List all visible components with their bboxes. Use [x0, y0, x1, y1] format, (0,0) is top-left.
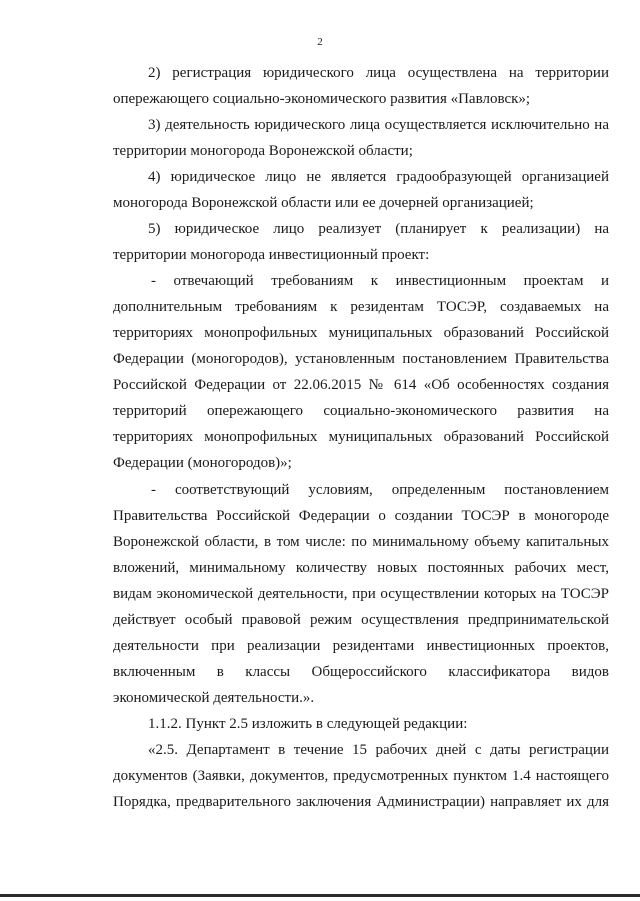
- list-item-line: - отвечающий требованиям к инвестиционным проектам и: [151, 273, 609, 289]
- list-item-line: Федерации (моногородов), установленным постановлением Правительства: [113, 351, 609, 367]
- list-item-line: видам экономической деятельности, при осуществлении которых на ТОСЭР: [113, 586, 609, 602]
- list-item-line: включенным в классы Общероссийского классификатора видов: [113, 664, 609, 680]
- list-item-line: деятельности при реализации резидентами инвестиционных проектов,: [113, 638, 609, 654]
- paragraph-line: моногорода Воронежской области или ее дочерней организацией;: [113, 195, 534, 211]
- paragraph-line: документов (Заявки, документов, предусмотренных пунктом 1.4 настоящего: [113, 768, 609, 784]
- paragraph-line: территории моногорода инвестиционный проект:: [113, 247, 430, 263]
- list-item-line: действует особый правовой режим осуществления предпринимательской: [113, 612, 609, 628]
- list-item-line: Российской Федерации от 22.06.2015 № 614 «Об особенностях создания: [113, 377, 609, 393]
- list-item-line: Воронежской области, в том числе: по минимальному объему капитальных: [113, 534, 609, 550]
- list-item-line: вложений, минимальному количеству новых постоянных рабочих мест,: [113, 560, 609, 576]
- list-item-line: территорий опережающего социально-экономического развития на: [113, 403, 609, 419]
- list-item-line: Правительства Российской Федерации о создании ТОСЭР в моногороде: [113, 508, 609, 524]
- paragraph-line: «2.5. Департамент в течение 15 рабочих дней с даты регистрации: [148, 742, 609, 758]
- list-item-line: территориях монопрофильных муниципальных образований Российской: [113, 325, 609, 341]
- paragraph-line: 2) регистрация юридического лица осуществлена на территории: [148, 65, 609, 81]
- paragraph-line: 4) юридическое лицо не является градообразующей организацией: [148, 169, 609, 185]
- list-item-line: территориях монопрофильных муниципальных образований Российской: [113, 429, 609, 445]
- paragraph-line: территории моногорода Воронежской области;: [113, 143, 413, 159]
- list-item-line: - соответствующий условиям, определенным постановлением: [151, 482, 609, 498]
- list-item-line: экономической деятельности.».: [113, 690, 315, 706]
- paragraph-line: 3) деятельность юридического лица осуществляется исключительно на: [148, 117, 609, 133]
- paragraph-line: 1.1.2. Пункт 2.5 изложить в следующей редакции:: [148, 716, 468, 732]
- paragraph-line: опережающего социально-экономического развития «Павловск»;: [113, 91, 531, 107]
- list-item-line: дополнительным требованиям к резидентам ТОСЭР, создаваемых на: [113, 299, 609, 315]
- scan-bottom-edge: [0, 894, 640, 897]
- paragraph-line: 5) юридическое лицо реализует (планирует к реализации) на: [148, 221, 609, 237]
- list-item-line: Федерации (моногородов)»;: [113, 455, 292, 471]
- paragraph-line: Порядка, предварительного заключения Администрации) направляет их для: [113, 794, 609, 810]
- page-number: 2: [317, 36, 323, 48]
